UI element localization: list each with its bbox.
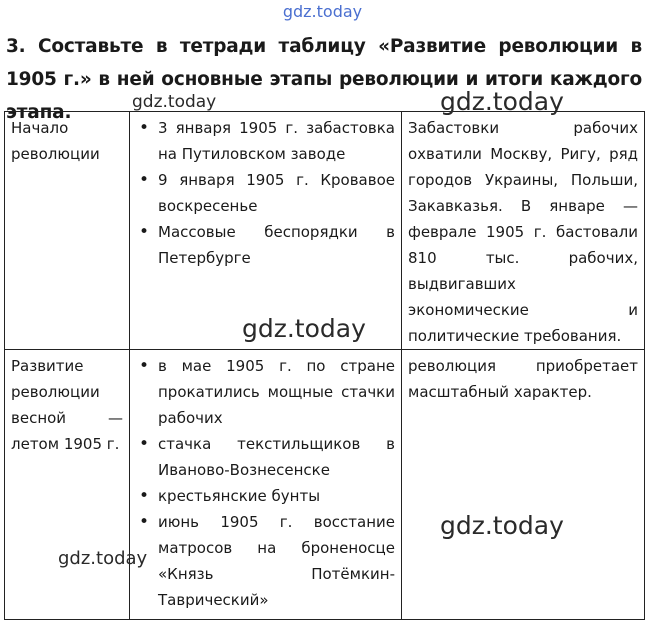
result-cell [402, 112, 645, 350]
list-item: • июнь 1905 г. восстание матросов на броненосце «Князь Потёмкин-Таврический» [136, 509, 395, 613]
events-cell [130, 350, 402, 620]
watermark: gdz.today [58, 548, 148, 569]
result-text: революция приобретает масштабный характер. [408, 357, 638, 401]
revolution-table [4, 111, 645, 620]
list-item: • 9 января 1905 г. Кровавое воскресенье [136, 167, 395, 219]
list-item: • в мае 1905 г. по стране прокатились мощные стачки рабочих [136, 353, 395, 431]
watermark: gdz.today [440, 511, 564, 540]
list-item: • стачка текстильщиков в Иваново-Вознесенске [136, 431, 395, 483]
events-list [136, 115, 395, 271]
watermark: gdz.today [440, 87, 564, 116]
events-list [136, 353, 395, 613]
watermark-top: gdz.today [282, 2, 363, 21]
stage-cell [5, 112, 130, 350]
stage-label: Развитие революции весной — летом 1905 г. [11, 357, 123, 453]
watermark: gdz.today [242, 314, 366, 343]
table-row [5, 350, 645, 620]
stage-label: Начало революции [11, 119, 100, 163]
result-text: Забастовки рабочих охватили Москву, Ригу, ряд городов Украины, Польши, Закавказья. В январе — феврале 1905 г. бастовали 810 тыс. рабочих, выдвигавших экономические и политические требования. [408, 119, 638, 345]
task-heading: 3. Составьте в тетради таблицу «Развитие революции в 1905 г.» в ней основные этапы революции и итоги каждого этапа. [6, 36, 642, 123]
list-item: • крестьянские бунты [136, 483, 395, 509]
stage-cell [5, 350, 130, 620]
watermark: gdz.today [132, 92, 217, 112]
list-item: • 3 января 1905 г. забастовка на Путиловском заводе [136, 115, 395, 167]
result-cell [402, 350, 645, 620]
list-item: • Массовые беспорядки в Петербурге [136, 219, 395, 271]
